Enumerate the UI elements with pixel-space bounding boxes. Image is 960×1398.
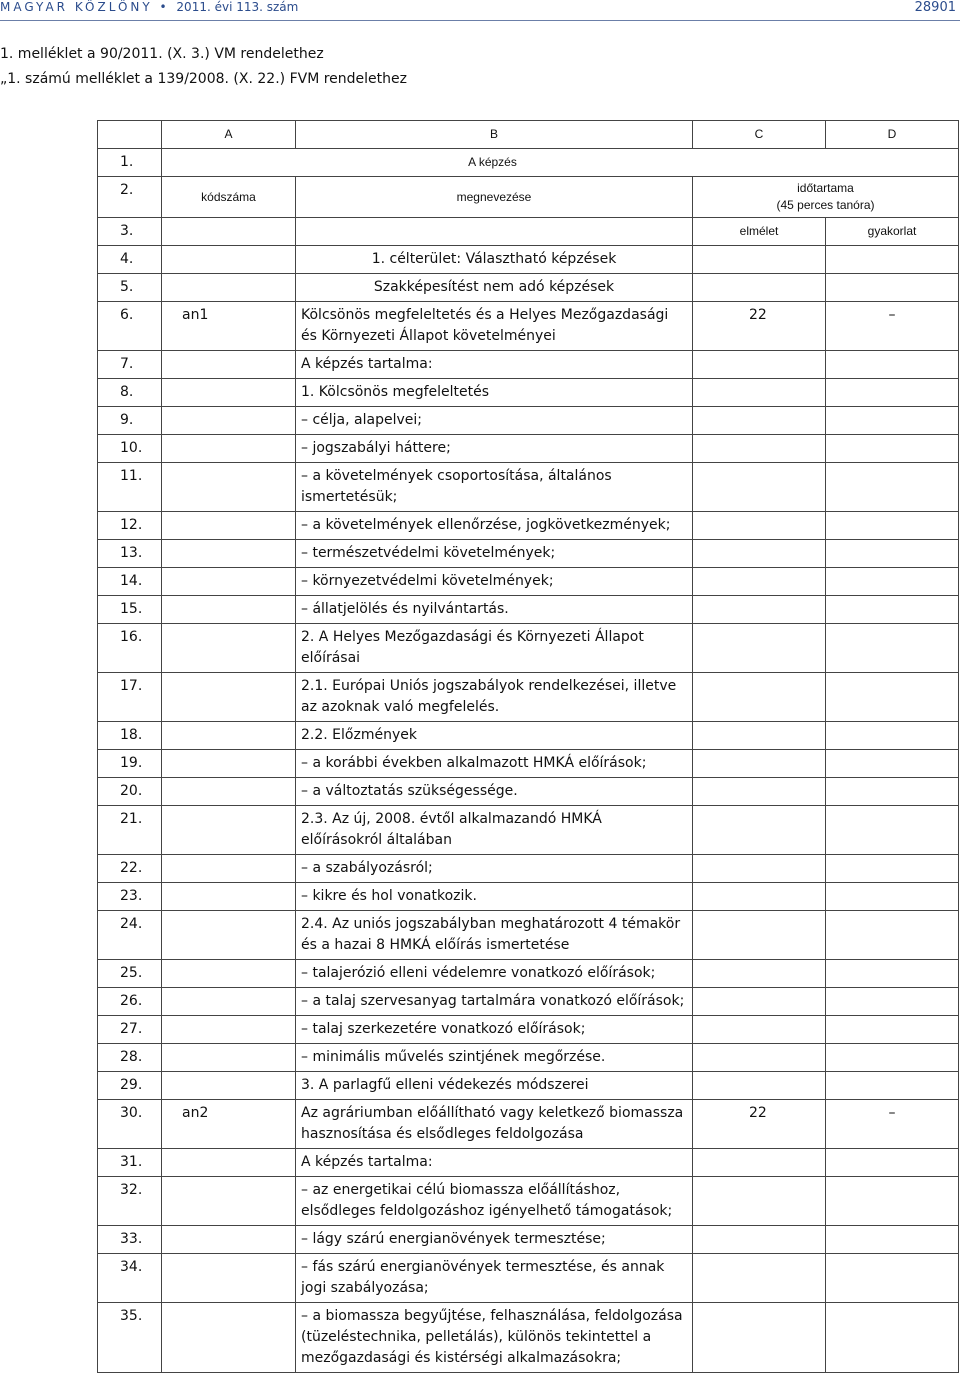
table-row	[98, 407, 959, 435]
table-row	[98, 855, 959, 883]
table-row	[98, 596, 959, 624]
code-cell	[162, 1072, 296, 1100]
practice-hours-cell	[826, 988, 959, 1016]
practice-hours-cell	[826, 1044, 959, 1072]
name-cell: – talaj szerkezetére vonatkozó előírások;	[296, 1016, 693, 1044]
code-cell	[162, 596, 296, 624]
row-number: 11.	[98, 463, 162, 512]
row-number: 33.	[98, 1226, 162, 1254]
row-number: 32.	[98, 1177, 162, 1226]
table-row	[98, 435, 959, 463]
row-number: 7.	[98, 351, 162, 379]
row-number: 10.	[98, 435, 162, 463]
training-table	[97, 120, 959, 1373]
row-number: 24.	[98, 911, 162, 960]
theory-hours-cell	[693, 351, 826, 379]
theory-hours-cell	[693, 512, 826, 540]
row-number: 12.	[98, 512, 162, 540]
annex-title: 1. melléklet a 90/2011. (X. 3.) VM rendelethez	[0, 46, 324, 62]
col-letter-c: C	[693, 121, 826, 149]
row-number: 30.	[98, 1100, 162, 1149]
code-cell	[162, 1303, 296, 1373]
practice-hours-cell	[826, 1303, 959, 1373]
code-cell	[162, 1044, 296, 1072]
theory-hours-cell	[693, 778, 826, 806]
table-row	[98, 351, 959, 379]
code-cell	[162, 960, 296, 988]
row-number: 18.	[98, 722, 162, 750]
col-letter-b: B	[296, 121, 693, 149]
code-heading: kódszáma	[162, 177, 296, 218]
publication-title: MAGYAR KÖZLÖNY • 2011. évi 113. szám	[0, 0, 299, 14]
table-row	[98, 1100, 959, 1149]
row-number: 14.	[98, 568, 162, 596]
table-row	[98, 246, 959, 274]
practice-hours-cell	[826, 1226, 959, 1254]
table-row	[98, 149, 959, 177]
theory-hours-cell	[693, 855, 826, 883]
code-cell	[162, 624, 296, 673]
code-cell	[162, 1226, 296, 1254]
table-row	[98, 218, 959, 246]
annex-subtitle: „1. számú melléklet a 139/2008. (X. 22.) FVM rendelethez	[0, 71, 407, 87]
practice-hours-cell	[826, 778, 959, 806]
theory-hours-cell	[693, 568, 826, 596]
name-cell: – minimális művelés szintjének megőrzése.	[296, 1044, 693, 1072]
name-cell: 2.1. Európai Uniós jogszabályok rendelkezései, illetve az azoknak való megfelelés.	[296, 673, 693, 722]
table-row	[98, 883, 959, 911]
name-cell: – a korábbi években alkalmazott HMKÁ előírások;	[296, 750, 693, 778]
name-cell: – a biomassza begyűjtése, felhasználása, feldolgozása (tüzeléstechnika, pelletálás), különös tekintettel a mezőgazdasági és kistérségi alkalmazásokra;	[296, 1303, 693, 1373]
table-row	[98, 540, 959, 568]
theory-hours-cell	[693, 1044, 826, 1072]
code-cell	[162, 988, 296, 1016]
row-number: 28.	[98, 1044, 162, 1072]
theory-hours-cell	[693, 1303, 826, 1373]
code-cell	[162, 379, 296, 407]
table-row	[98, 911, 959, 960]
col-letter-d: D	[826, 121, 959, 149]
name-cell: 2.3. Az új, 2008. évtől alkalmazandó HMKÁ előírásokról általában	[296, 806, 693, 855]
row-number: 5.	[98, 274, 162, 302]
theory-hours-cell	[693, 988, 826, 1016]
name-cell: 1. célterület: Választható képzések	[296, 246, 693, 274]
practice-hours-cell	[826, 407, 959, 435]
name-cell: – az energetikai célú biomassza előállításhoz, elsődleges feldolgozáshoz igényelhető támogatások;	[296, 1177, 693, 1226]
theory-hours-cell	[693, 379, 826, 407]
name-cell: 3. A parlagfű elleni védekezés módszerei	[296, 1072, 693, 1100]
table-row	[98, 722, 959, 750]
row-number: 35.	[98, 1303, 162, 1373]
table-row	[98, 568, 959, 596]
col-letter-a: A	[162, 121, 296, 149]
code-cell	[162, 463, 296, 512]
code-cell	[162, 1149, 296, 1177]
row-number: 34.	[98, 1254, 162, 1303]
name-cell: – a szabályozásról;	[296, 855, 693, 883]
code-cell	[162, 673, 296, 722]
theory-hours-cell	[693, 960, 826, 988]
row-number: 22.	[98, 855, 162, 883]
table-row	[98, 274, 959, 302]
practice-hours-cell	[826, 435, 959, 463]
row-number: 3.	[98, 218, 162, 246]
table-row	[98, 463, 959, 512]
practice-hours-cell	[826, 673, 959, 722]
theory-hours-cell	[693, 624, 826, 673]
row-number: 29.	[98, 1072, 162, 1100]
row-number: 31.	[98, 1149, 162, 1177]
theory-hours-cell: 22	[693, 1100, 826, 1149]
practice-hours-cell	[826, 568, 959, 596]
theory-hours-cell	[693, 596, 826, 624]
empty-cell	[296, 218, 693, 246]
code-cell: an2	[162, 1100, 296, 1149]
code-cell	[162, 750, 296, 778]
name-cell: – a követelmények csoportosítása, általános ismertetésük;	[296, 463, 693, 512]
duration-heading: időtartama (45 perces tanóra)	[693, 177, 959, 218]
table-row	[98, 512, 959, 540]
table-row	[98, 1226, 959, 1254]
table-row	[98, 1044, 959, 1072]
table-row	[98, 806, 959, 855]
row-number: 26.	[98, 988, 162, 1016]
theory-hours-cell	[693, 806, 826, 855]
practice-hours-cell	[826, 512, 959, 540]
table-row	[98, 960, 959, 988]
theory-hours-cell	[693, 540, 826, 568]
practice-hours-cell	[826, 596, 959, 624]
row-number: 2.	[98, 177, 162, 218]
row-number: 23.	[98, 883, 162, 911]
practice-hours-cell	[826, 274, 959, 302]
theory-hours-cell	[693, 435, 826, 463]
table-row	[98, 750, 959, 778]
name-cell: – állatjelölés és nyilvántartás.	[296, 596, 693, 624]
name-cell: – talajerózió elleni védelemre vonatkozó előírások;	[296, 960, 693, 988]
theory-heading: elmélet	[693, 218, 826, 246]
practice-hours-cell	[826, 855, 959, 883]
name-cell: – jogszabályi háttere;	[296, 435, 693, 463]
practice-hours-cell	[826, 1254, 959, 1303]
theory-hours-cell	[693, 1254, 826, 1303]
code-cell	[162, 351, 296, 379]
code-cell	[162, 1254, 296, 1303]
page-number: 28901	[914, 0, 956, 15]
practice-hours-cell	[826, 806, 959, 855]
row-number: 27.	[98, 1016, 162, 1044]
practice-hours-cell	[826, 246, 959, 274]
page-header	[0, 0, 960, 20]
empty-cell	[162, 218, 296, 246]
row-number: 9.	[98, 407, 162, 435]
theory-hours-cell	[693, 407, 826, 435]
table-row	[98, 177, 959, 218]
practice-hours-cell	[826, 883, 959, 911]
practice-hours-cell	[826, 1177, 959, 1226]
row-number: 16.	[98, 624, 162, 673]
code-cell	[162, 246, 296, 274]
name-cell: – környezetvédelmi követelmények;	[296, 568, 693, 596]
column-letter-row	[98, 121, 959, 149]
row-number: 19.	[98, 750, 162, 778]
table-row	[98, 1149, 959, 1177]
row-number: 8.	[98, 379, 162, 407]
practice-heading: gyakorlat	[826, 218, 959, 246]
theory-hours-cell	[693, 1072, 826, 1100]
theory-hours-cell	[693, 246, 826, 274]
name-cell: 2. A Helyes Mezőgazdasági és Környezeti Állapot előírásai	[296, 624, 693, 673]
row-number: 1.	[98, 149, 162, 177]
name-cell: – célja, alapelvei;	[296, 407, 693, 435]
name-cell: – kikre és hol vonatkozik.	[296, 883, 693, 911]
header-rule	[0, 20, 960, 21]
code-cell	[162, 435, 296, 463]
name-cell: – a változtatás szükségessége.	[296, 778, 693, 806]
row-number: 17.	[98, 673, 162, 722]
table-row	[98, 1072, 959, 1100]
theory-hours-cell	[693, 673, 826, 722]
practice-hours-cell: –	[826, 1100, 959, 1149]
row-number: 21.	[98, 806, 162, 855]
code-cell	[162, 407, 296, 435]
name-cell: – fás szárú energianövények termesztése, és annak jogi szabályozása;	[296, 1254, 693, 1303]
training-heading: A képzés	[162, 149, 959, 177]
name-cell: 2.4. Az uniós jogszabályban meghatározott 4 témakör és a hazai 8 HMKÁ előírás ismertetése	[296, 911, 693, 960]
practice-hours-cell	[826, 1072, 959, 1100]
theory-hours-cell	[693, 1149, 826, 1177]
code-cell	[162, 911, 296, 960]
table-row	[98, 302, 959, 351]
theory-hours-cell	[693, 911, 826, 960]
row-number: 20.	[98, 778, 162, 806]
practice-hours-cell	[826, 960, 959, 988]
name-cell: 1. Kölcsönös megfeleltetés	[296, 379, 693, 407]
issue-label: 2011. évi 113. szám	[176, 0, 299, 14]
table-row	[98, 1303, 959, 1373]
name-cell: – a talaj szervesanyag tartalmára vonatkozó előírások;	[296, 988, 693, 1016]
code-cell	[162, 778, 296, 806]
name-cell: 2.2. Előzmények	[296, 722, 693, 750]
theory-hours-cell	[693, 274, 826, 302]
practice-hours-cell	[826, 1016, 959, 1044]
name-cell: Az agráriumban előállítható vagy keletkező biomassza hasznosítása és elsődleges feldolgozása	[296, 1100, 693, 1149]
table-row	[98, 624, 959, 673]
theory-hours-cell	[693, 750, 826, 778]
practice-hours-cell	[826, 540, 959, 568]
row-number: 4.	[98, 246, 162, 274]
table-row	[98, 1177, 959, 1226]
name-heading: megnevezése	[296, 177, 693, 218]
theory-hours-cell	[693, 463, 826, 512]
practice-hours-cell: –	[826, 302, 959, 351]
theory-hours-cell	[693, 1177, 826, 1226]
code-cell	[162, 1177, 296, 1226]
row-number: 15.	[98, 596, 162, 624]
theory-hours-cell	[693, 1226, 826, 1254]
code-cell	[162, 883, 296, 911]
code-cell	[162, 855, 296, 883]
row-number: 25.	[98, 960, 162, 988]
name-cell: – a követelmények ellenőrzése, jogkövetkezmények;	[296, 512, 693, 540]
table-row	[98, 673, 959, 722]
table-row	[98, 778, 959, 806]
practice-hours-cell	[826, 463, 959, 512]
code-cell	[162, 1016, 296, 1044]
code-cell	[162, 540, 296, 568]
corner-cell	[98, 121, 162, 149]
code-cell	[162, 806, 296, 855]
name-cell: Kölcsönös megfeleltetés és a Helyes Mezőgazdasági és Környezeti Állapot követelményei	[296, 302, 693, 351]
code-cell	[162, 722, 296, 750]
theory-hours-cell: 22	[693, 302, 826, 351]
theory-hours-cell	[693, 883, 826, 911]
table-row	[98, 1016, 959, 1044]
practice-hours-cell	[826, 722, 959, 750]
name-cell: Szakképesítést nem adó képzések	[296, 274, 693, 302]
theory-hours-cell	[693, 722, 826, 750]
code-cell: an1	[162, 302, 296, 351]
row-number: 13.	[98, 540, 162, 568]
table-row	[98, 1254, 959, 1303]
practice-hours-cell	[826, 1149, 959, 1177]
name-cell: – lágy szárú energianövények termesztése;	[296, 1226, 693, 1254]
table-row	[98, 988, 959, 1016]
row-number: 6.	[98, 302, 162, 351]
practice-hours-cell	[826, 624, 959, 673]
table-row	[98, 379, 959, 407]
practice-hours-cell	[826, 379, 959, 407]
practice-hours-cell	[826, 351, 959, 379]
code-cell	[162, 568, 296, 596]
name-cell: A képzés tartalma:	[296, 351, 693, 379]
theory-hours-cell	[693, 1016, 826, 1044]
name-cell: – természetvédelmi követelmények;	[296, 540, 693, 568]
code-cell	[162, 512, 296, 540]
code-cell	[162, 274, 296, 302]
practice-hours-cell	[826, 911, 959, 960]
practice-hours-cell	[826, 750, 959, 778]
name-cell: A képzés tartalma:	[296, 1149, 693, 1177]
